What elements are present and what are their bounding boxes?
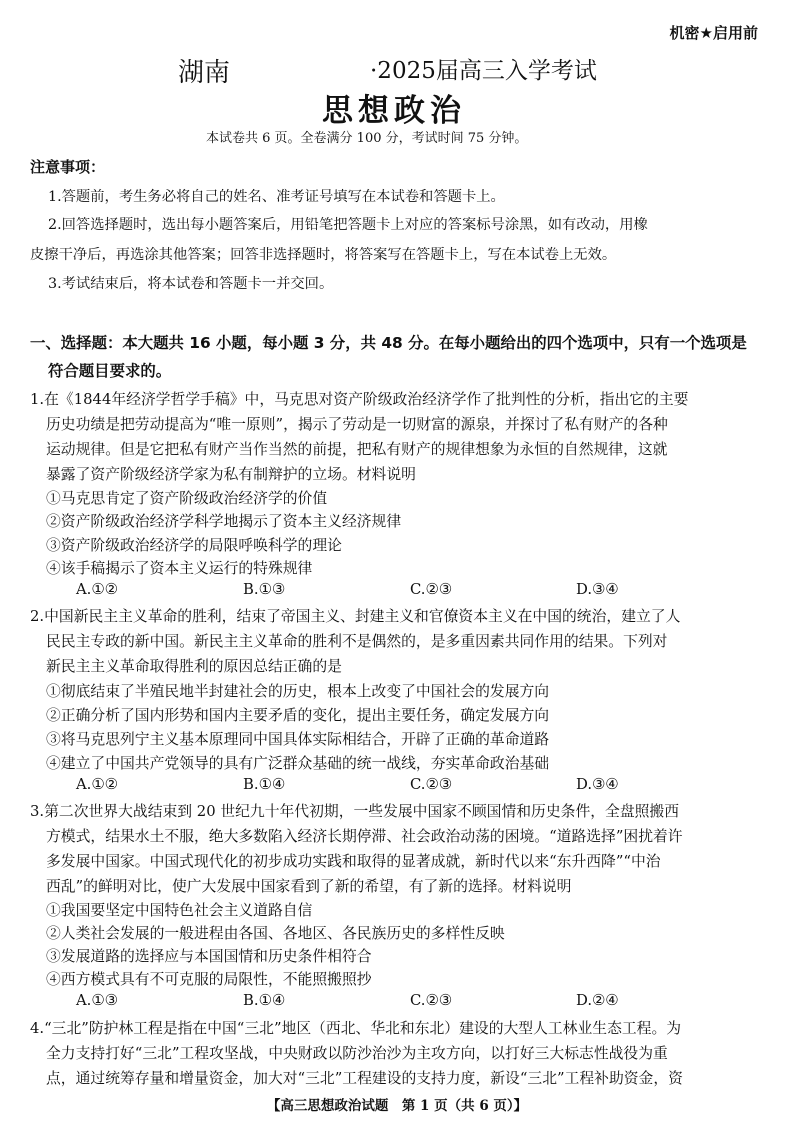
- notice-title: 注意事项：: [30, 158, 106, 176]
- question-3-item: ④西方模式具有不可克服的局限性，不能照搬照抄: [46, 971, 372, 988]
- question-1-stem: 历史功绩是把劳动提高为“唯一原则”，揭示了劳动是一切财富的源泉，并探讨了私有财产的各种: [46, 416, 668, 433]
- paper-info: 本试卷共 6 页。全卷满分 100 分，考试时间 75 分钟。: [206, 131, 528, 146]
- option-b[interactable]: B.①④: [243, 776, 286, 793]
- question-1-stem: 暴露了资产阶级经济学家为私有制辩护的立场。材料说明: [46, 466, 416, 483]
- question-2-item: ②正确分析了国内形势和国内主要矛盾的变化，提出主要任务，确定发展方向: [46, 707, 550, 724]
- question-1-item: ④该手稿揭示了资本主义运行的特殊规律: [46, 560, 313, 577]
- option-c[interactable]: C.②③: [410, 992, 453, 1009]
- question-1-stem: 1.在《1844年经济学哲学手稿》中，马克思对资产阶级政治经济学作了批判性的分析，指出它的主要: [30, 391, 689, 408]
- subject-title: 思想政治: [322, 93, 466, 129]
- option-a[interactable]: A.①②: [76, 776, 118, 793]
- option-d[interactable]: D.②④: [576, 992, 619, 1009]
- exam-title: ·2025届高三入学考试: [370, 58, 597, 84]
- question-3-item: ①我国要坚定中国特色社会主义道路自信: [46, 902, 313, 919]
- notice-line: 2.回答选择题时，选出每小题答案后，用铅笔把答题卡上对应的答案标号涂黑，如有改动，用橡: [48, 217, 648, 233]
- page-footer: 【高三思想政治试题 第 1 页（共 6 页）】: [266, 1098, 528, 1114]
- question-4-stem: 点，通过统筹存量和增量资金，加大对“三北”工程建设的支持力度，新设“三北”工程补助资金，资: [46, 1070, 683, 1087]
- question-2-stem: 新民主主义革命取得胜利的原因总结正确的是: [46, 658, 342, 675]
- option-a[interactable]: A.①②: [76, 581, 118, 598]
- option-c[interactable]: C.②③: [410, 776, 453, 793]
- question-1-item: ③资产阶级政治经济学的局限呼唤科学的理论: [46, 537, 342, 554]
- question-3-stem: 3.第二次世界大战结束到 20 世纪九十年代初期，一些发展中国家不顾国情和历史条件，全盘照搬西: [30, 803, 680, 820]
- question-1-item: ②资产阶级政治经济学科学地揭示了资本主义经济规律: [46, 513, 402, 530]
- question-3-stem: 方模式，结果水土不服，绝大多数陷入经济长期停滞、社会政治动荡的困境。“道路选择”困扰着许: [46, 828, 683, 845]
- question-3-stem: 西乱”的鲜明对比，使广大发展中国家看到了新的希望，有了新的选择。材料说明: [46, 878, 572, 895]
- question-2-item: ①彻底结束了半殖民地半封建社会的历史，根本上改变了中国社会的发展方向: [46, 683, 550, 700]
- question-2-item: ④建立了中国共产党领导的具有广泛群众基础的统一战线，夯实革命政治基础: [46, 755, 550, 772]
- question-3-item: ③发展道路的选择应与本国国情和历史条件相符合: [46, 948, 372, 965]
- exam-region: 湖南: [178, 58, 231, 88]
- confidential-label: 机密★启用前: [669, 24, 758, 42]
- section-heading: 一、选择题：本大题共 16 小题，每小题 3 分，共 48 分。在每小题给出的四个选项中，只有一个选项是: [30, 334, 747, 352]
- notice-line: 1.答题前，考生务必将自己的姓名、准考证号填写在本试卷和答题卡上。: [48, 189, 505, 205]
- option-b[interactable]: B.①④: [243, 992, 286, 1009]
- question-4-stem: 全力支持打好“三北”工程攻坚战，中央财政以防沙治沙为主攻方向，以打好三大标志性战役为重: [46, 1045, 668, 1062]
- question-3-item: ②人类社会发展的一般进程由各国、各地区、各民族历史的多样性反映: [46, 925, 505, 942]
- question-4-stem: 4.“三北”防护林工程是指在中国“三北”地区（西北、华北和东北）建设的大型人工林业生态工程。为: [30, 1020, 682, 1037]
- option-d[interactable]: D.③④: [576, 776, 619, 793]
- section-heading-cont: 符合题目要求的。: [48, 362, 172, 380]
- question-2-stem: 2.中国新民主主义革命的胜利，结束了帝国主义、封建主义和官僚资本主义在中国的统治，建立了人: [30, 608, 681, 625]
- option-b[interactable]: B.①③: [243, 581, 286, 598]
- question-2-stem: 民民主专政的新中国。新民主主义革命的胜利不是偶然的，是多重因素共同作用的结果。下列对: [46, 633, 668, 650]
- notice-line: 皮擦干净后，再选涂其他答案；回答非选择题时，将答案写在答题卡上，写在本试卷上无效。: [30, 247, 617, 263]
- option-c[interactable]: C.②③: [410, 581, 453, 598]
- question-3-stem: 多发展中国家。中国式现代化的初步成功实践和取得的显著成就，新时代以来“东升西降”“中治: [46, 853, 661, 870]
- question-1-item: ①马克思肯定了资产阶级政治经济学的价值: [46, 490, 328, 507]
- question-2-item: ③将马克思列宁主义基本原理同中国具体实际相结合，开辟了正确的革命道路: [46, 731, 550, 748]
- question-1-stem: 运动规律。但是它把私有财产当作当然的前提，把私有财产的规律想象为永恒的自然规律，这就: [46, 441, 668, 458]
- notice-line: 3.考试结束后，将本试卷和答题卡一并交回。: [48, 276, 334, 292]
- option-d[interactable]: D.③④: [576, 581, 619, 598]
- option-a[interactable]: A.①③: [76, 992, 118, 1009]
